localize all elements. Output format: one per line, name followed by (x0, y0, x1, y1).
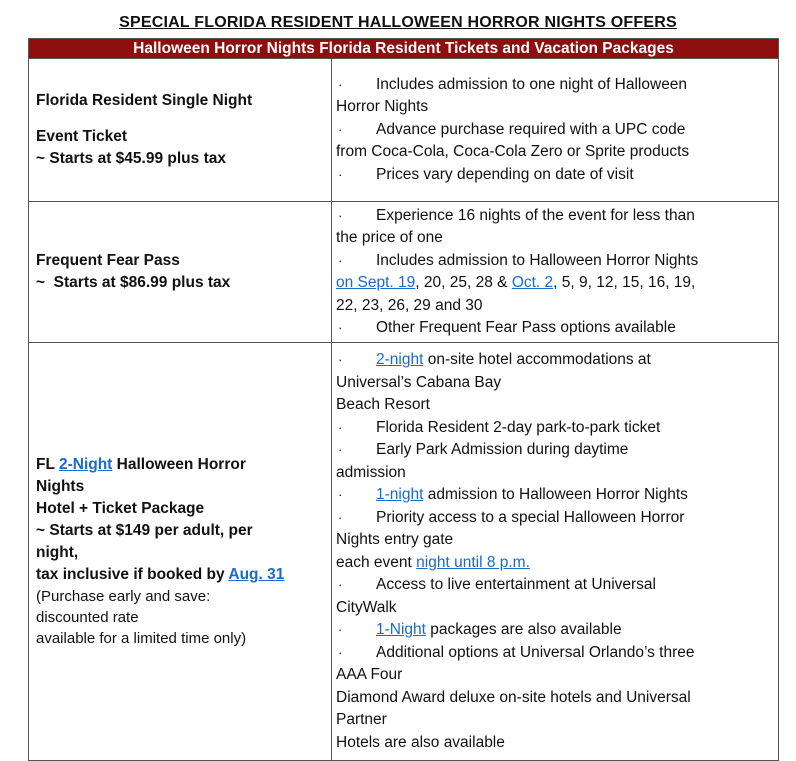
bullet-dot: · (338, 121, 343, 137)
bullet-dot: · (338, 622, 343, 637)
detail-bullet: · Florida Resident 2-day park-to-park ticket (336, 417, 774, 440)
offer-price: ~ Starts at $86.99 plus tax (36, 274, 231, 291)
bullet-dot: · (338, 509, 343, 525)
offer-name-cell (29, 202, 332, 343)
detail-bullet: · Early Park Admission during daytime (336, 439, 774, 462)
bullet-dot: · (338, 644, 343, 660)
two-night-link[interactable]: 2-Night (58, 456, 113, 473)
offer-details-cell: · 2-night on-site hotel accommodations at Universal’s Cabana Bay Beach Resort · Florida Resident 2-day park-to-park ticket · Early Park Admission during daytime admission · 1-night admission to Halloween Horror Nights · Priority access to a special Halloween Horror Nights entry gate each event night until 8 p.m. · Access to live entertainment at Universal CityWalk · 1-Night packages are also available · Additional options at Universal Orlando’s three AAA Four Diamond Award deluxe on-site hotels and Universal Partner Hotels are also available (332, 343, 779, 761)
bullet-dot: · (338, 487, 343, 502)
detail-bullet: · Advance purchase required with a UPC code (336, 119, 774, 142)
date-link-oct-2[interactable]: Oct. 2 (511, 274, 554, 291)
offer-note: (Purchase early and save: (36, 588, 211, 605)
bullet-dot: · (338, 76, 343, 92)
aug-31-link[interactable]: Aug. 31 (228, 566, 285, 583)
night-until-8pm-link[interactable]: night until 8 p.m. (416, 553, 530, 571)
detail-bullet: · Includes admission to one night of Halloween (336, 74, 774, 97)
page-title: SPECIAL FLORIDA RESIDENT HALLOWEEN HORROR NIGHTS OFFERS (119, 14, 677, 31)
offer-price: ~ Starts at $45.99 plus tax (36, 150, 226, 167)
offer-price: ~ Starts at $149 per adult, per (36, 522, 253, 539)
detail-bullet: · 1-night admission to Halloween Horror Nights (336, 484, 774, 507)
detail-bullet: · 2-night on-site hotel accommodations at (336, 349, 774, 372)
offer-name: Florida Resident Single Night (36, 92, 253, 109)
offer-details-cell: · Experience 16 nights of the event for less than the price of one · Includes admission to Halloween Horror Nights on Sept. 19, 20, 25, 28 & Oct. 2, 5, 9, 12, 15, 16, 19, 22, 23, 26, 29 and 30 · Other Frequent Fear Pass options available (332, 202, 779, 343)
bullet-dot: · (338, 419, 343, 435)
offer-name-cell (29, 59, 332, 202)
offer-row-frequent-fear (29, 202, 779, 343)
offer-name-cell: FL 2-Night Halloween Horror Nights Hotel + Ticket Package ~ Starts at $149 per adult, per night, tax inclusive if booked by Aug. 31 (Purchase early and save: discounted rate available for a limited time only) (29, 343, 332, 761)
bullet-dot: · (338, 207, 343, 223)
offer-details-cell: · Includes admission to one night of Halloween Horror Nights · Advance purchase required with a UPC code from Coca-Cola, Coca-Cola Zero or Sprite products · Prices vary depending on date of visit (332, 59, 779, 202)
bullet-dot: · (338, 252, 343, 268)
offers-table (28, 38, 779, 761)
bullet-dot: · (338, 442, 343, 457)
bullet-dot: · (338, 352, 343, 367)
detail-bullet: · Prices vary depending on date of visit (336, 164, 774, 187)
bullet-dot: · (338, 320, 343, 335)
detail-bullet: · Additional options at Universal Orlando’s three (336, 642, 774, 665)
bullet-dot: · (338, 166, 343, 182)
bullet-dot: · (338, 577, 343, 592)
detail-bullet: · Experience 16 nights of the event for less than (336, 205, 774, 228)
detail-bullet: · Includes admission to Halloween Horror Nights (336, 250, 774, 273)
detail-bullet: · Priority access to a special Halloween Horror (336, 507, 774, 530)
offer-name: Frequent Fear Pass (36, 252, 180, 269)
offer-name: FL 2-Night Halloween Horror (36, 456, 246, 473)
offer-row-hotel-package (29, 343, 779, 761)
detail-bullet: · Other Frequent Fear Pass options available (336, 317, 774, 340)
detail-bullet: · Access to live entertainment at Universal (336, 574, 774, 597)
table-banner: Halloween Horror Nights Florida Resident Tickets and Vacation Packages (29, 39, 779, 59)
detail-bullet: · 1-Night packages are also available (336, 619, 774, 642)
two-night-hotel-link[interactable]: 2-night (376, 351, 424, 368)
offer-row-single-night (29, 59, 779, 202)
date-link-sept-19[interactable]: on Sept. 19 (336, 274, 416, 291)
one-night-admission-link[interactable]: 1-night (376, 486, 424, 503)
offer-name-cont: Event Ticket (36, 128, 128, 145)
one-night-packages-link[interactable]: 1-Night (376, 621, 426, 638)
